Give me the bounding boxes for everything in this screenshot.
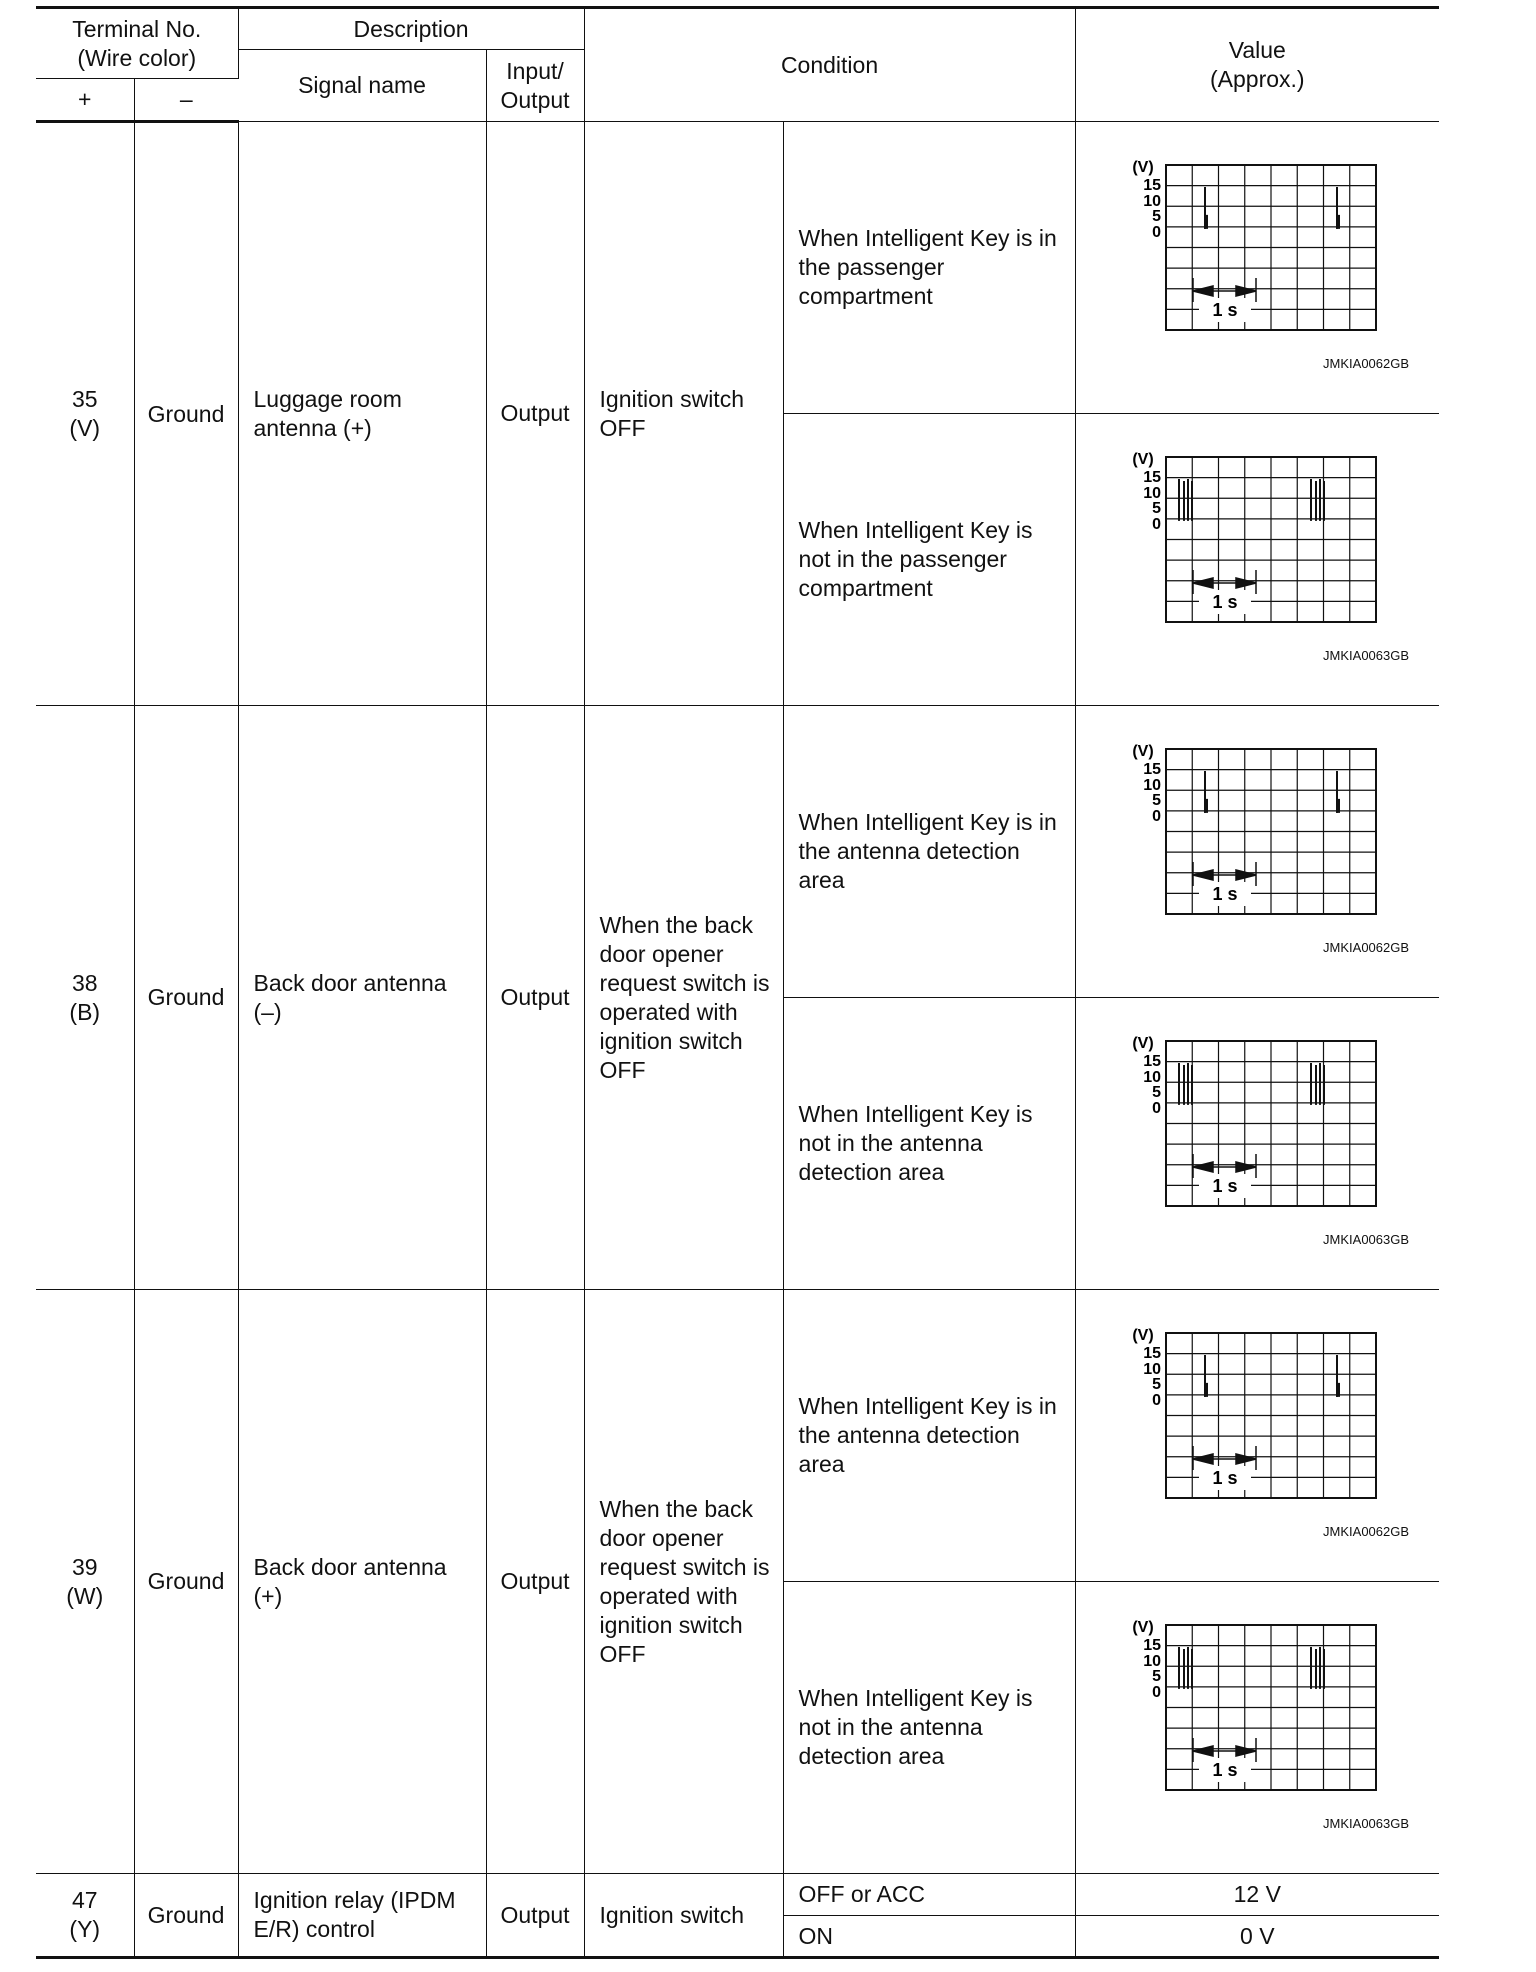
condition-cell: When the back door opener request switch is operated with ignition switch OFF: [584, 706, 783, 1290]
terminal-spec-table: [36, 6, 1439, 1959]
sub-condition-cell: When Intelligent Key is in the antenna detection area: [783, 1290, 1075, 1582]
sub-condition-cell: When Intelligent Key is in the passenger compartment: [783, 122, 1075, 414]
waveform-y-tick: 10: [1142, 1069, 1161, 1086]
waveform-unit: (V): [1131, 1620, 1154, 1636]
sub-condition-cell: When Intelligent Key is not in the passenger compartment: [783, 414, 1075, 706]
waveform-y-tick: 10: [1142, 1361, 1161, 1378]
waveform-y-tick: 5: [1151, 208, 1161, 225]
condition-cell: Ignition switch OFF: [584, 122, 783, 706]
waveform-pulses: [1179, 479, 1324, 521]
signal-name-cell: Luggage room antenna (+): [238, 122, 486, 706]
waveform-chart: [1121, 1036, 1396, 1221]
minus-terminal-cell: Ground: [134, 122, 238, 706]
waveform-pulses: [1179, 1063, 1324, 1105]
waveform-time-label: 1 s: [1212, 592, 1238, 612]
value-cell: [1075, 1290, 1439, 1582]
waveform-y-tick: 0: [1151, 1684, 1161, 1701]
value-cell: 0 V: [1075, 1916, 1439, 1958]
waveform-y-tick: 5: [1151, 500, 1161, 517]
waveform-grid: [1166, 1333, 1376, 1498]
value-header: Value (Approx.): [1075, 8, 1439, 122]
io-header: Input/ Output: [486, 50, 584, 122]
waveform-y-tick: 15: [1142, 1345, 1161, 1362]
waveform-chart: [1121, 744, 1396, 929]
wire-color: (B): [69, 998, 101, 1025]
waveform-chart: [1121, 160, 1396, 345]
wire-color: (V): [69, 415, 101, 441]
waveform-y-tick: 10: [1142, 777, 1161, 794]
waveform-code: JMKIA0063GB: [1323, 1232, 1410, 1247]
signal-name-cell: Back door antenna (+): [238, 1290, 486, 1874]
waveform-grid: [1166, 165, 1376, 330]
table-row: [36, 1874, 1439, 1916]
minus-terminal-cell: Ground: [134, 706, 238, 1290]
value-cell: [1075, 122, 1439, 414]
waveform-y-ticks: [1143, 1345, 1161, 1409]
waveform-y-ticks: [1143, 1637, 1161, 1701]
description-header: Description: [238, 8, 584, 50]
waveform-grid: [1166, 1625, 1376, 1790]
waveform-y-ticks: [1143, 177, 1161, 241]
waveform-code: JMKIA0062GB: [1323, 940, 1410, 955]
waveform-y-tick: 0: [1151, 808, 1161, 825]
plus-header: +: [36, 79, 134, 122]
waveform-code: JMKIA0063GB: [1323, 648, 1410, 663]
value-cell: [1075, 414, 1439, 706]
terminal-cell: [36, 1290, 134, 1874]
waveform-y-tick: 5: [1151, 1084, 1161, 1101]
waveform-y-tick: 5: [1151, 792, 1161, 809]
io-cell: Output: [486, 122, 584, 706]
minus-header: –: [134, 79, 238, 122]
terminal-number: 35: [71, 386, 98, 412]
waveform-y-ticks: [1143, 761, 1161, 825]
waveform-pulses: [1179, 1647, 1324, 1689]
sub-condition-cell: When Intelligent Key is not in the antenna detection area: [783, 998, 1075, 1290]
waveform-y-tick: 15: [1142, 469, 1161, 486]
value-cell: [1075, 1582, 1439, 1874]
minus-terminal-cell: Ground: [134, 1290, 238, 1874]
waveform-y-ticks: [1143, 469, 1161, 533]
waveform-grid: [1166, 749, 1376, 914]
waveform-y-tick: 10: [1142, 485, 1161, 502]
sub-condition-cell: When Intelligent Key is not in the antenna detection area: [783, 1582, 1075, 1874]
waveform-unit: (V): [1131, 452, 1154, 468]
value-cell: 12 V: [1075, 1874, 1439, 1916]
waveform-y-tick: 15: [1142, 1053, 1161, 1070]
waveform-y-tick: 10: [1142, 1653, 1161, 1670]
waveform-y-tick: 5: [1151, 1668, 1161, 1685]
waveform-y-tick: 0: [1151, 1392, 1161, 1409]
waveform-time-label: 1 s: [1212, 1176, 1238, 1196]
table-row: [36, 1290, 1439, 1582]
waveform-code: JMKIA0063GB: [1323, 1816, 1410, 1831]
waveform-y-tick: 5: [1151, 1376, 1161, 1393]
waveform-y-tick: 15: [1142, 761, 1161, 778]
waveform-y-tick: 10: [1142, 193, 1161, 210]
io-cell: Output: [486, 1874, 584, 1958]
signal-name-header: Signal name: [238, 50, 486, 122]
condition-cell: When the back door opener request switch is operated with ignition switch OFF: [584, 1290, 783, 1874]
minus-terminal-cell: Ground: [134, 1874, 238, 1958]
waveform-unit: (V): [1131, 744, 1154, 760]
terminal-number: 47: [71, 1887, 98, 1913]
table-row: [36, 122, 1439, 414]
sub-condition-cell: OFF or ACC: [783, 1874, 1075, 1916]
waveform-grid: [1166, 1041, 1376, 1206]
terminal-number: 39: [71, 1553, 98, 1580]
waveform-chart: [1121, 452, 1396, 637]
table-row: [36, 706, 1439, 998]
waveform-y-ticks: [1143, 1053, 1161, 1117]
condition-header: Condition: [584, 8, 1075, 122]
waveform-time-label: 1 s: [1212, 300, 1238, 320]
terminal-cell: [36, 122, 134, 706]
waveform-unit: (V): [1131, 1328, 1154, 1344]
terminal-no-header: Terminal No. (Wire color): [36, 8, 238, 79]
waveform-unit: (V): [1131, 1036, 1154, 1052]
terminal-number: 38: [71, 969, 98, 996]
waveform-time-label: 1 s: [1212, 1468, 1238, 1488]
value-cell: [1075, 998, 1439, 1290]
waveform-code: JMKIA0062GB: [1323, 356, 1410, 371]
io-cell: Output: [486, 1290, 584, 1874]
signal-name-cell: Back door antenna (–): [238, 706, 486, 1290]
waveform-code: JMKIA0062GB: [1323, 1524, 1410, 1539]
waveform-chart: [1121, 1328, 1396, 1513]
waveform-y-tick: 15: [1142, 1637, 1161, 1654]
terminal-cell: [36, 1874, 134, 1958]
sub-condition-cell: When Intelligent Key is in the antenna detection area: [783, 706, 1075, 998]
waveform-y-tick: 0: [1151, 1100, 1161, 1117]
spec-table-body: [36, 122, 1439, 1958]
waveform-grid: [1166, 457, 1376, 622]
wire-color: (W): [66, 1582, 104, 1609]
sub-condition-cell: ON: [783, 1916, 1075, 1958]
signal-name-cell: Ignition relay (IPDM E/R) control: [238, 1874, 486, 1958]
condition-cell: Ignition switch: [584, 1874, 783, 1958]
waveform-y-tick: 0: [1151, 224, 1161, 241]
waveform-unit: (V): [1131, 160, 1154, 176]
waveform-y-tick: 0: [1151, 516, 1161, 533]
waveform-time-label: 1 s: [1212, 884, 1238, 904]
value-cell: [1075, 706, 1439, 998]
terminal-cell: [36, 706, 134, 1290]
waveform-time-label: 1 s: [1212, 1760, 1238, 1780]
waveform-chart: [1121, 1620, 1396, 1805]
wire-color: (Y): [69, 1916, 101, 1942]
waveform-y-tick: 15: [1142, 177, 1161, 194]
io-cell: Output: [486, 706, 584, 1290]
